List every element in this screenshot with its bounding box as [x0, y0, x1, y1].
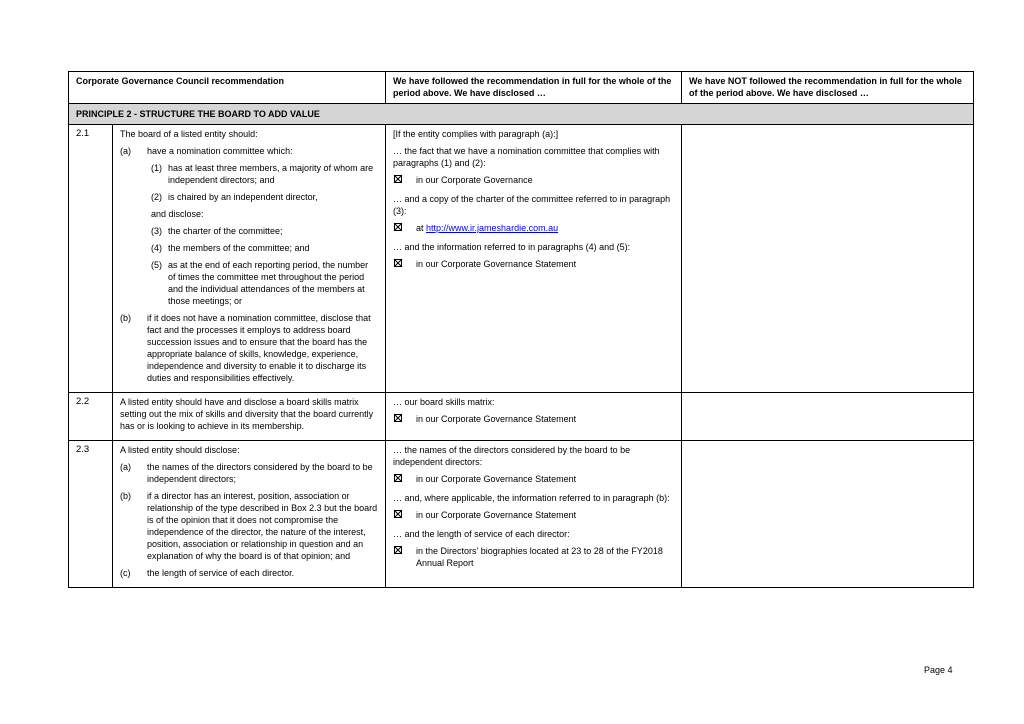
subitem-text: the members of the committee; and: [168, 243, 310, 253]
checkbox-text-line2: Annual Report: [416, 558, 474, 568]
list-item-a: [120, 461, 378, 485]
list-subitem-5: [151, 259, 378, 307]
followed-paragraph: … the names of the directors considered by the board to be independent directors:: [393, 445, 631, 467]
checked-checkbox-icon: [394, 546, 402, 554]
list-subitem-4: [151, 242, 378, 254]
followed-paragraph: … our board skills matrix:: [393, 397, 495, 407]
followed-paragraph: … the fact that we have a nomination committee that complies with paragraphs (1) and (2):: [393, 146, 660, 168]
and-disclose-text: and disclose:: [151, 209, 204, 219]
followed-cell: [386, 393, 682, 441]
table-row-2-1: [69, 125, 974, 393]
followed-paragraph: [If the entity complies with paragraph (a):]: [393, 129, 559, 139]
checked-checkbox-icon: [394, 474, 402, 482]
governance-table: [68, 71, 974, 588]
item-label: (c): [120, 568, 131, 578]
table-header-row: [69, 72, 974, 104]
subitem-text: is chaired by an independent director,: [168, 192, 318, 202]
subitem-text: the charter of the committee;: [168, 226, 283, 236]
disclosure-checkbox-row: [394, 473, 674, 485]
checkbox-text: [416, 545, 674, 569]
list-subitem-3: [151, 225, 378, 237]
subitem-label: (2): [151, 192, 162, 202]
disclosure-checkbox-row: [394, 545, 674, 569]
subitem-label: (3): [151, 226, 162, 236]
subitem-label: (4): [151, 243, 162, 253]
row-number: 2.2: [69, 393, 113, 441]
disclosure-checkbox-row: [394, 509, 674, 521]
subitem-text: as at the end of each reporting period, the number of times the committee met throughout the period and the individual attendances of the members at those meetings; or: [168, 260, 369, 306]
recommendation-cell: [113, 125, 386, 393]
list-item-c: [120, 567, 378, 579]
recommendation-intro: A listed entity should disclose:: [120, 445, 240, 455]
table-row-2-2: [69, 393, 974, 441]
link-prefix-text: at: [416, 223, 427, 233]
item-text: have a nomination committee which:: [147, 146, 293, 156]
list-item-b: [120, 490, 378, 562]
list-subitem-2: [151, 191, 378, 203]
followed-cell: [386, 125, 682, 393]
list-item-a: [120, 145, 378, 157]
not-followed-cell: [682, 125, 974, 393]
page-number-label: Page 4: [924, 665, 953, 675]
charter-hyperlink[interactable]: http://www.ir.jameshardie.com.au: [426, 223, 559, 233]
checkbox-text: in our Corporate Governance Statement: [416, 474, 577, 484]
checkbox-text-line1: in the Directors’ biographies located at 23 to 28 of the FY2018: [416, 546, 663, 556]
checked-checkbox-icon: [394, 175, 402, 183]
item-label: (a): [120, 462, 131, 472]
list-item-b: [120, 312, 378, 384]
table-row-2-3: [69, 441, 974, 588]
item-text: the length of service of each director.: [147, 568, 295, 578]
disclosure-checkbox-row: [394, 222, 674, 234]
subitem-label: (1): [151, 163, 162, 173]
disclosure-checkbox-row: [394, 258, 674, 270]
item-text: if a director has an interest, position, association or relationship of the type described in Box 2.3 but the board is of the opinion that it does not compromise the independence of the director, the nature of the interest, position, association or relationship in question and an explanation of why the board is of that opinion; and: [147, 491, 378, 561]
checkbox-text: in our Corporate Governance Statement: [416, 259, 577, 269]
recommendation-intro: The board of a listed entity should:: [120, 129, 258, 139]
item-label: (b): [120, 491, 131, 501]
header-recommendation: Corporate Governance Council recommendation: [69, 72, 386, 104]
followed-paragraph: … and a copy of the charter of the committee referred to in paragraph (3):: [393, 194, 671, 216]
item-text: if it does not have a nomination committee, disclose that fact and the processes it employs to address board succession issues and to ensure that the board has the appropriate balance of skills, knowledge, experience, independence and diversity to enable it to discharge its duties and responsibilities effectively.: [147, 313, 371, 383]
recommendation-cell: [113, 441, 386, 588]
header-followed: We have followed the recommendation in full for the whole of the period above. We have disclosed …: [386, 72, 682, 104]
disclosure-checkbox-row: [394, 413, 674, 425]
recommendation-cell: [113, 393, 386, 441]
checked-checkbox-icon: [394, 414, 402, 422]
checked-checkbox-icon: [394, 223, 402, 231]
subitem-text: has at least three members, a majority of whom are independent directors; and: [168, 163, 374, 185]
row-number: 2.3: [69, 441, 113, 588]
followed-paragraph: … and, where applicable, the information referred to in paragraph (b):: [393, 493, 670, 503]
row-number: 2.1: [69, 125, 113, 393]
checked-checkbox-icon: [394, 510, 402, 518]
disclosure-checkbox-row: [394, 174, 674, 186]
list-subitem-1: [151, 162, 378, 186]
item-label: (a): [120, 146, 131, 156]
principle-banner: PRINCIPLE 2 - STRUCTURE THE BOARD TO ADD VALUE: [69, 104, 974, 125]
followed-paragraph: … and the length of service of each director:: [393, 529, 570, 539]
principle-banner-row: [69, 104, 974, 125]
checkbox-text: in our Corporate Governance Statement: [416, 510, 577, 520]
header-not-followed: We have NOT followed the recommendation in full for the whole of the period above. We have disclosed …: [682, 72, 974, 104]
checkbox-text: [416, 222, 674, 234]
followed-cell: [386, 441, 682, 588]
checkbox-text: in our Corporate Governance Statement: [416, 414, 577, 424]
checked-checkbox-icon: [394, 259, 402, 267]
followed-paragraph: … and the information referred to in paragraphs (4) and (5):: [393, 242, 631, 252]
recommendation-text: A listed entity should have and disclose a board skills matrix setting out the mix of skills and diversity that the board currently has or is looking to achieve in its membership.: [120, 397, 374, 431]
not-followed-cell: [682, 393, 974, 441]
not-followed-cell: [682, 441, 974, 588]
checkbox-text: in our Corporate Governance: [416, 175, 533, 185]
item-text: the names of the directors considered by the board to be independent directors;: [147, 462, 373, 484]
subitem-label: (5): [151, 260, 162, 270]
item-label: (b): [120, 313, 131, 323]
